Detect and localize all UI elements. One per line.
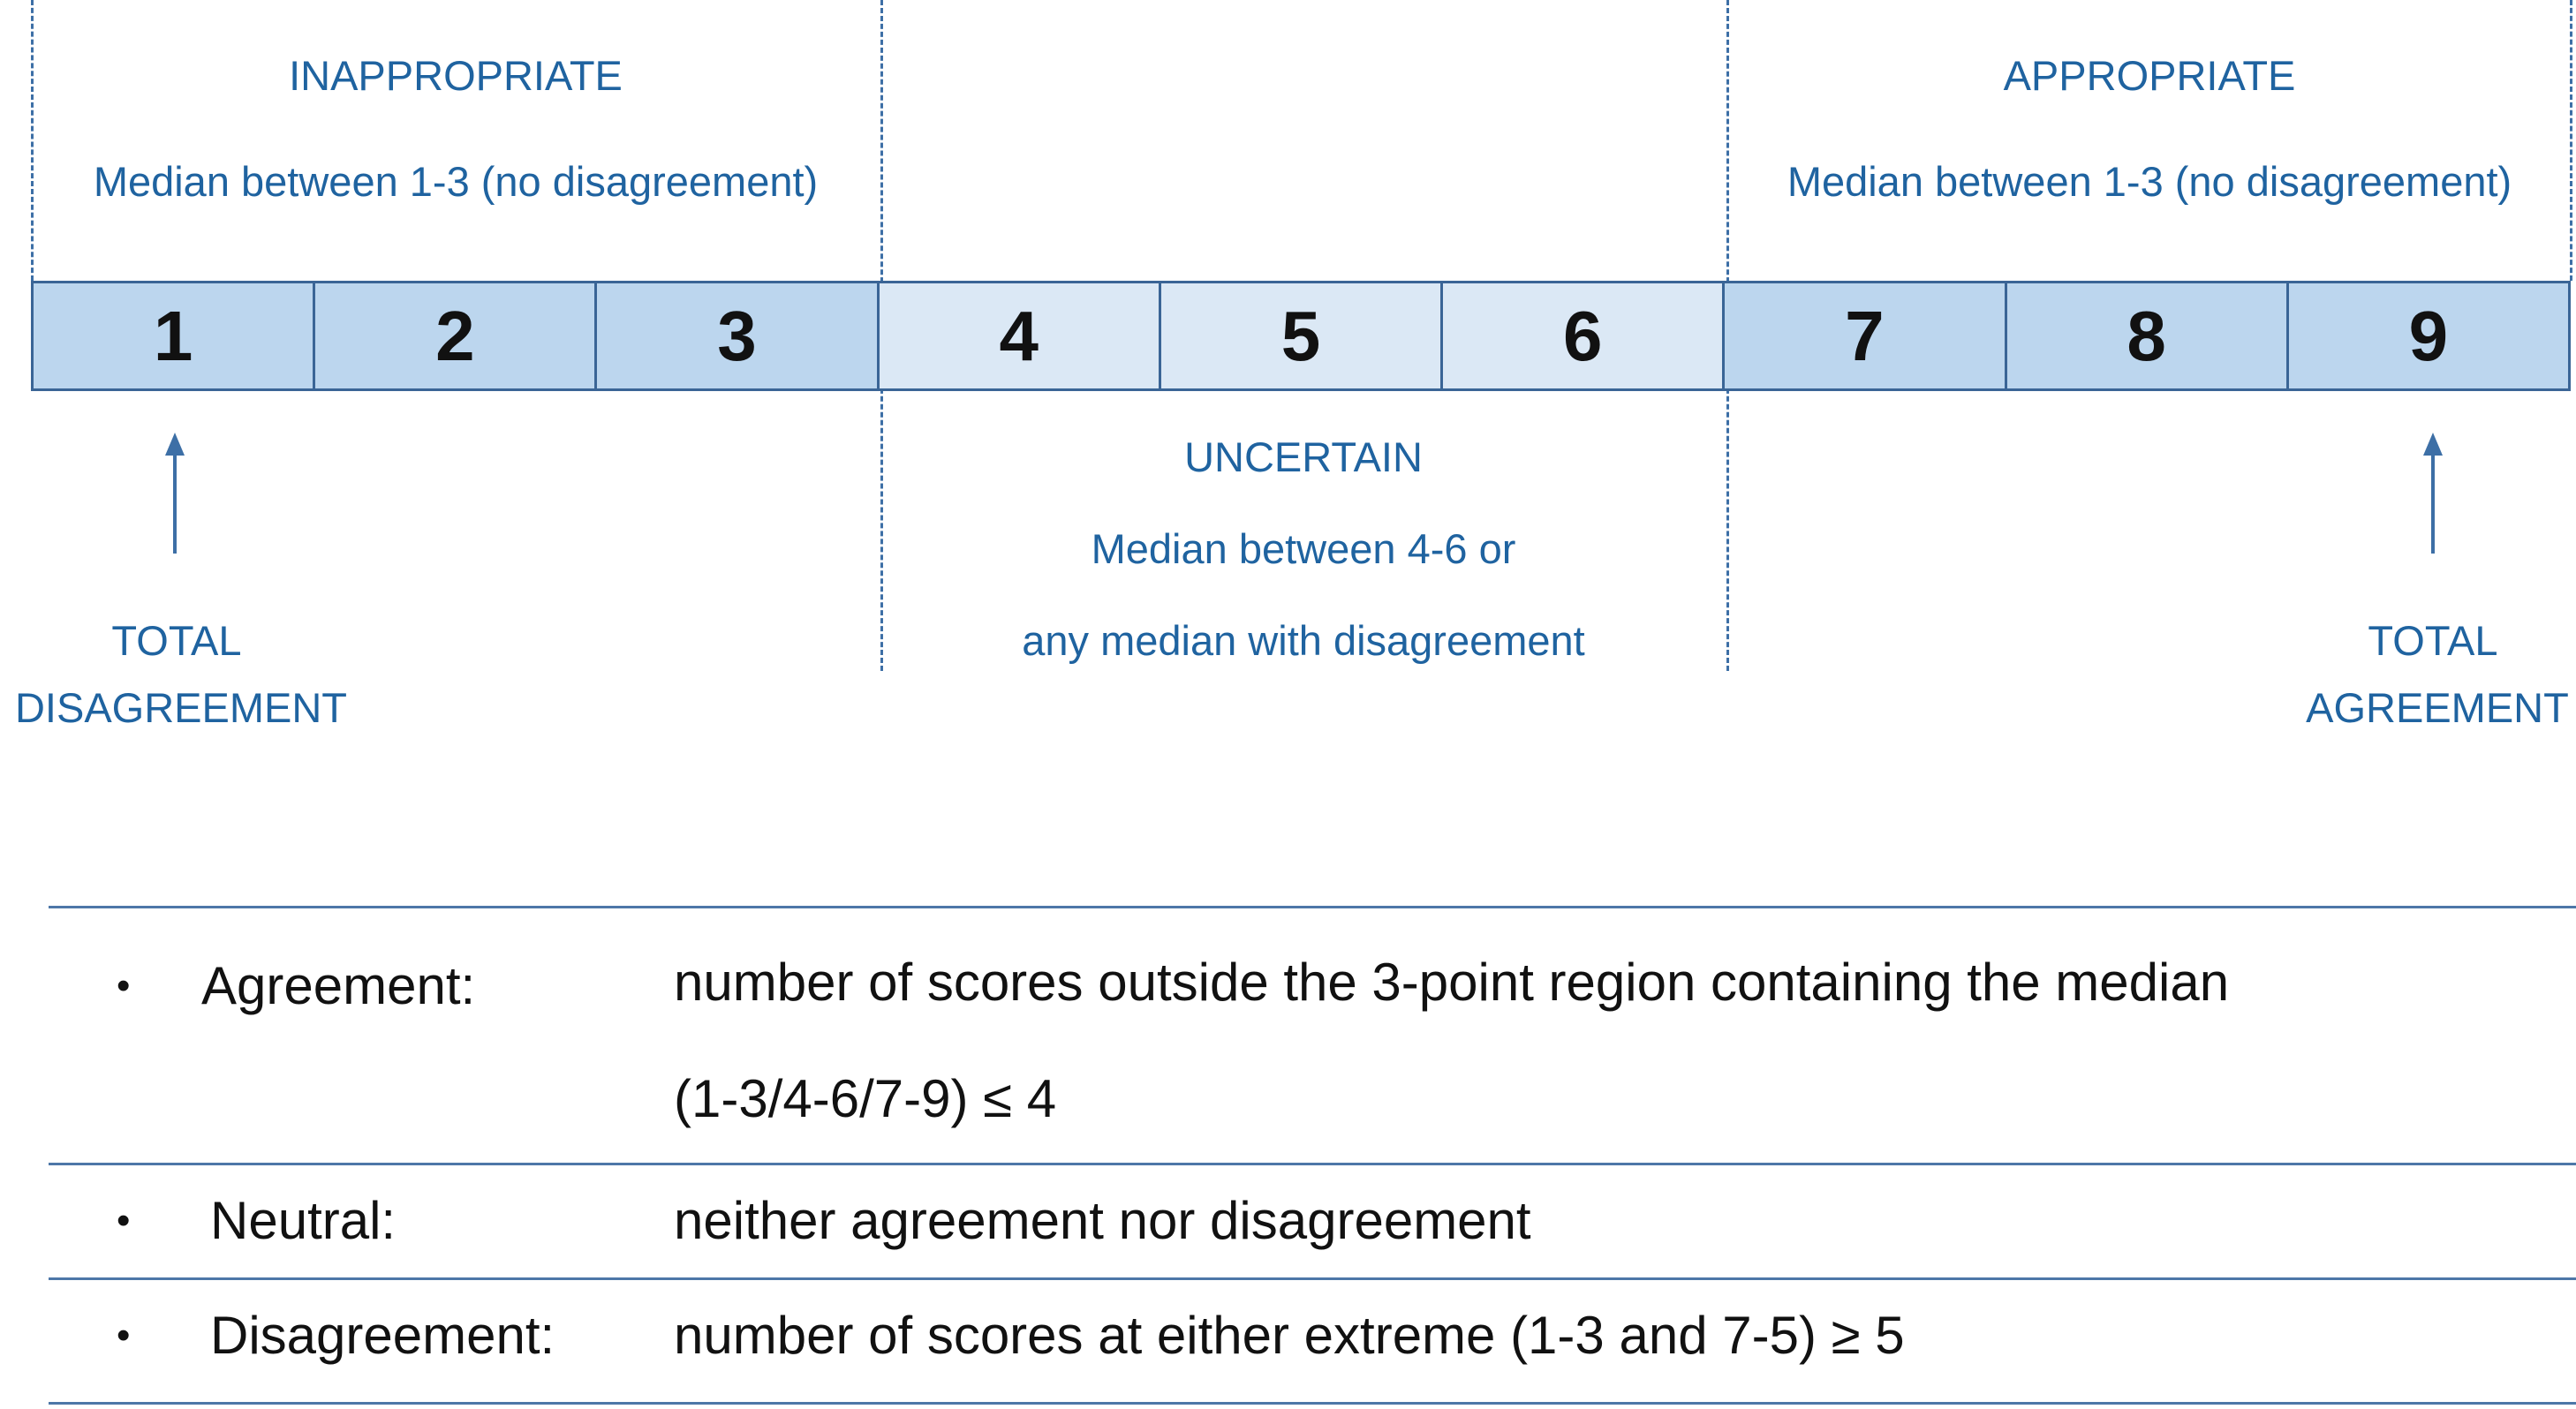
def-agreement-line2: (1-3/4-6/7-9) ≤ 4 <box>674 1069 1057 1128</box>
uncertain-line1: Median between 4-6 or <box>1091 525 1516 572</box>
zone-divider-right-edge <box>2570 0 2572 281</box>
scale-cell-6: 6 <box>1443 283 1725 388</box>
bullet-agreement: • <box>117 964 131 1007</box>
uncertain-title: UNCERTAIN <box>1184 433 1423 480</box>
right-arrow-shaft <box>2431 452 2435 554</box>
uncertain-line2: any median with disagreement <box>1022 617 1585 664</box>
inappropriate-title: INAPPROPRIATE <box>289 52 623 99</box>
scale-cell-1: 1 <box>34 283 315 388</box>
def-agreement-line1: number of scores outside the 3-point region containing the median <box>674 953 2230 1012</box>
scale-cell-2: 2 <box>315 283 597 388</box>
def-disagreement: number of scores at either extreme (1-3 and 7-5) ≥ 5 <box>674 1306 1905 1365</box>
zone-divider-left-edge <box>31 0 34 281</box>
term-disagreement: Disagreement: <box>210 1306 555 1365</box>
table-rule-2 <box>49 1277 2576 1280</box>
table-bottom-rule <box>49 1402 2576 1405</box>
term-neutral: Neutral: <box>210 1191 397 1250</box>
scale-cell-8: 8 <box>2007 283 2289 388</box>
left-arrow-shaft <box>173 452 177 554</box>
term-agreement: Agreement: <box>201 956 476 1015</box>
bullet-disagreement: • <box>117 1314 131 1357</box>
total-agreement-line1: TOTAL <box>2368 617 2498 664</box>
scale-cell-7: 7 <box>1725 283 2006 388</box>
appropriate-title: APPROPRIATE <box>2003 52 2296 99</box>
scale-cell-4: 4 <box>880 283 1161 388</box>
total-disagreement-line2: DISAGREEMENT <box>14 684 348 731</box>
total-agreement-line2: AGREEMENT <box>2306 684 2569 731</box>
scale-cell-3: 3 <box>597 283 879 388</box>
bullet-neutral: • <box>117 1199 131 1242</box>
table-rule-1 <box>49 1163 2576 1165</box>
inappropriate-subtitle: Median between 1-3 (no disagreement) <box>93 158 819 205</box>
scale-cell-5: 5 <box>1161 283 1443 388</box>
table-top-rule <box>49 906 2576 908</box>
def-neutral: neither agreement nor disagreement <box>674 1191 1531 1250</box>
scale-cell-9: 9 <box>2289 283 2568 388</box>
rating-scale <box>31 281 2571 391</box>
appropriate-subtitle: Median between 1-3 (no disagreement) <box>1787 158 2512 205</box>
total-disagreement-line1: TOTAL <box>111 617 242 664</box>
